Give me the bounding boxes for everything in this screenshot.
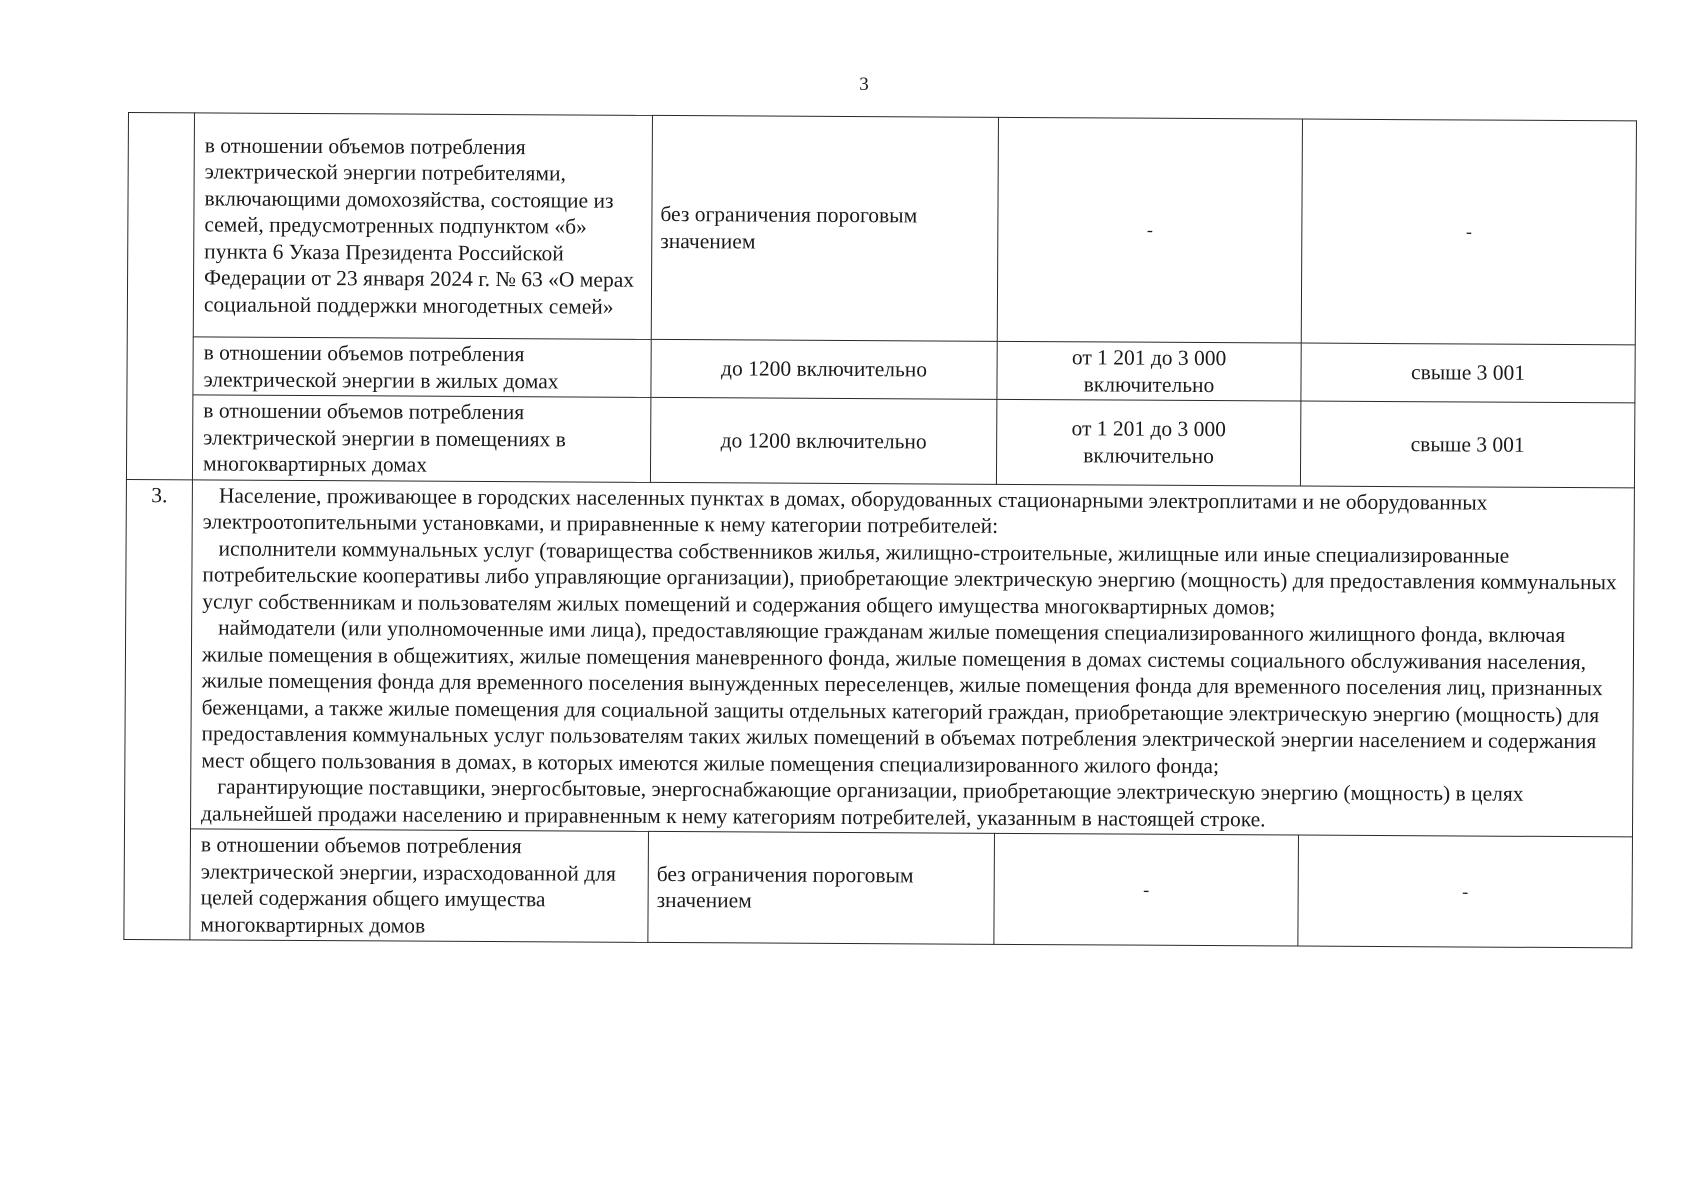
- threshold-cell: до 1200 включительно: [651, 339, 997, 399]
- range-cell: от 1 201 до 3 000 включительно: [996, 399, 1300, 485]
- threshold-cell: до 1200 включительно: [650, 397, 996, 483]
- above-cell: свыше 3 001: [1301, 343, 1635, 403]
- above-cell: -: [1298, 835, 1633, 948]
- category-paragraph: гарантирующие поставщики, энергосбытовые, энергоснабжающие организации, приобретающие электрическую энергию (мощность) в целях дальнейшей продажи населению и приравненным к нему категориям потребителей, указанным в настоящей строке.: [201, 774, 1524, 831]
- category-paragraph: Население, проживающее в городских населенных пунктах в домах, оборудованных стационарными электроплитами и не оборудованных электроотопительными установками, и приравненные к нему категории потребителей:: [202, 483, 1488, 538]
- description-cell: в отношении объемов потребления электрической энергии в жилых домах: [193, 337, 651, 398]
- range-cell: -: [994, 833, 1299, 946]
- row-number-cell: 3.: [124, 479, 193, 940]
- table-row: [127, 113, 1636, 345]
- category-description-cell: [190, 479, 1634, 837]
- above-cell: -: [1301, 119, 1636, 345]
- row-number-cell: [126, 113, 194, 480]
- description-cell: в отношении объемов потребления электрической энергии в помещениях в многоквартирных домах: [192, 395, 650, 482]
- category-paragraph: исполнители коммунальных услуг (товарищества собственников жилья, жилищно-строительные, жилищные или иные специализированные потребительские кооперативы либо управляющие организации), приобретающие электрическую энергию (мощность) для предоставления коммунальных услуг собственникам и пользователям жилых помещений и содержания общего имущества многоквартирных домов;: [202, 536, 1617, 619]
- page-number: 3: [859, 74, 869, 95]
- table-row: [124, 828, 1633, 947]
- table-row: [126, 394, 1634, 487]
- range-cell: от 1 201 до 3 000 включительно: [997, 341, 1301, 401]
- description-cell: в отношении объемов потребления электрической энергии, израсходованной для целей содержания общего имущества многоквартирных домов: [190, 829, 649, 943]
- table-row: [124, 479, 1634, 837]
- above-cell: свыше 3 001: [1300, 401, 1634, 487]
- tariff-table: [123, 112, 1637, 948]
- threshold-cell: без ограничения пороговым значением: [651, 115, 998, 341]
- category-paragraph: наймодатели (или уполномоченные ими лица), предоставляющие гражданам жилые помещения специализированного жилищного фонда, включая жилые помещения в общежитиях, жилые помещения маневренного фонда, жилые помещения в домах системы социального обслуживания населения, жилые помещения фонда для временного поселения вынужденных переселенцев, жилые помещения фонда для временного поселения лиц, признанных беженцами, а также жилые помещения для социальной защиты отдельных категорий граждан, приобретающие электрическую энергию (мощность) для предоставления коммунальных услуг пользователям таких жилых помещений в объемах потребления электрической энергии населением и содержания мест общего пользования в домах, в которых имеются жилые помещения специализированного жилого фонда;: [201, 615, 1603, 778]
- description-cell: в отношении объемов потребления электрической энергии потребителями, включающими домохозяйства, состоящие из семей, предусмотренных подпунктом «б» пункта 6 Указа Президента Российской Федерации от 23 января 2024 г. № 63 «О мерах социальной поддержки многодетных семей»: [193, 113, 652, 340]
- range-cell: -: [997, 117, 1302, 343]
- threshold-cell: без ограничения пороговым значением: [648, 831, 995, 944]
- table-row: [127, 336, 1635, 402]
